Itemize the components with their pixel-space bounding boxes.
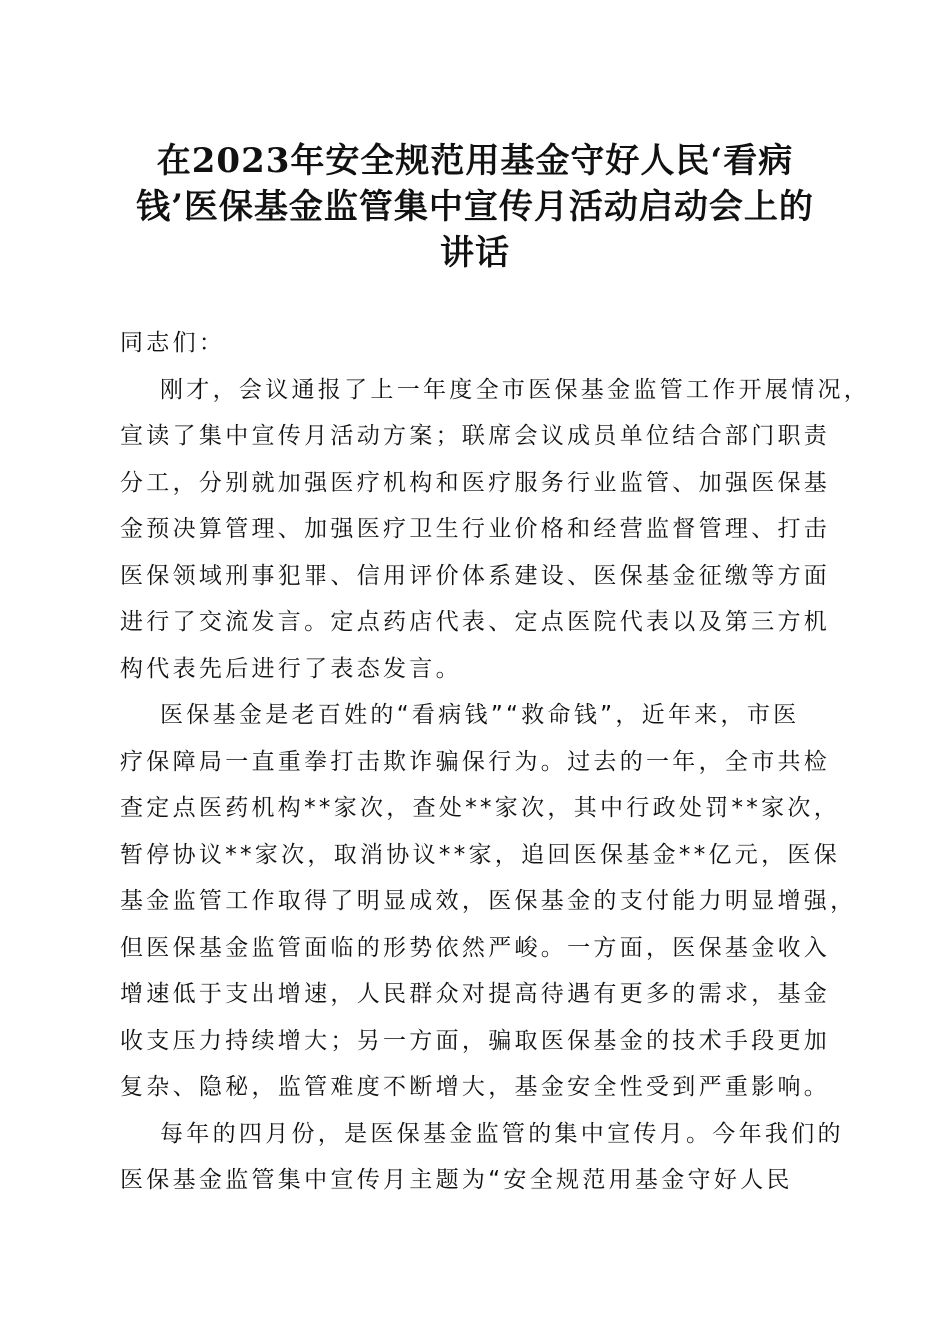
paragraph-line: 基金监管工作取得了明显成效，医保基金的支付能力明显增强， [120,888,857,914]
paragraph-line: 但医保基金监管面临的形势依然严峻。一方面，医保基金收入 [120,934,831,961]
paragraph-line: 宣读了集中宣传月活动方案；联席会议成员单位结合部门职责 [120,423,831,449]
title-line-3: 讲话 [440,233,510,273]
paragraph-line: 复杂、隐秘，监管难度不断增大，基金安全性受到严重影响。 [120,1074,831,1100]
paragraph-3 [120,1111,844,1204]
paragraph-2 [120,692,857,1111]
paragraph-line: 医保基金是老百姓的“看病钱”“救命钱”，近年来，市医 [160,702,800,728]
salutation: 同志们： [120,330,226,356]
paragraph-line: 刚才，会议通报了上一年度全市医保基金监管工作开展情况， [160,376,871,403]
paragraph-line: 暂停协议**家次，取消协议**家，追回医保基金**亿元，医保 [120,841,840,868]
document-body [120,320,871,1204]
paragraph-line: 进行了交流发言。定点药店代表、定点医院代表以及第三方机 [120,609,831,635]
paragraph-line: 分工，分别就加强医疗机构和医疗服务行业监管、加强医保基 [120,469,831,496]
paragraph-line: 医保基金监管集中宣传月主题为“安全规范用基金守好人民 [120,1167,793,1193]
paragraph-line: 收支压力持续增大；另一方面，骗取医保基金的技术手段更加 [120,1027,831,1054]
title-line-2: 钱’医保基金监管集中宣传月活动启动会上的 [136,187,814,227]
document-title [110,138,840,276]
paragraph-line: 每年的四月份，是医保基金监管的集中宣传月。今年我们的 [160,1120,844,1147]
paragraph-line: 疗保障局一直重拳打击欺诈骗保行为。过去的一年，全市共检 [120,748,831,775]
paragraph-line: 增速低于支出增速，人民群众对提高待遇有更多的需求，基金 [120,981,831,1007]
title-line-1: 在2023年安全规范用基金守好人民‘看病 [156,141,794,181]
paragraph-line: 查定点医药机构**家次，查处**家次，其中行政处罚**家次， [120,795,840,821]
paragraph-line: 构代表先后进行了表态发言。 [120,655,462,682]
paragraph-line: 医保领域刑事犯罪、信用评价体系建设、医保基金征缴等方面 [120,562,831,589]
paragraph-1 [120,367,871,693]
paragraph-line: 金预决算管理、加强医疗卫生行业价格和经营监督管理、打击 [120,516,831,542]
